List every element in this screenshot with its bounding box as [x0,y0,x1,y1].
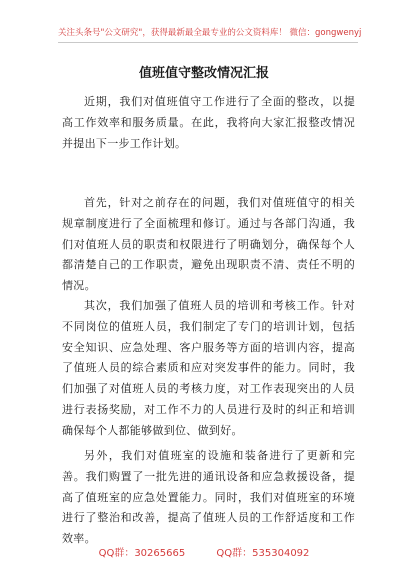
paragraph-3: 其次，我们加强了值班人员的培训和考核工作。针对不同岗位的值班人员，我们制定了专门的培训计划，包括安全知识、应急处理、客户服务等方面的培训内容，提高了值班人员的综合素质和应对突发事件的能力。同时，我们加强了对值班人员的考核力度，对工作表现突出的人员进行表扬奖励，对工作不力的人员进行及时的纠正和培训确保每个人都能够做到位、做到好。 [62,299,355,437]
footer [0,544,408,559]
footer-qq-group-1: QQ群：30265665 [98,548,186,559]
header-banner: 关注头条号"公文研究"，获得最新最全最专业的公文资料库！ 微信：gongwenyj [58,28,362,38]
header-divider [58,42,358,43]
document-title: 值班值守整改情况汇报 [138,66,269,81]
footer-qq-group-2: QQ群：535304092 [216,548,310,559]
paragraph-1: 近期，我们对值班值守工作进行了全面的整改，以提高工作效率和服务质量。在此，我将向大家汇报整改情况并提出下一步工作计划。 [62,95,355,150]
paragraph-2: 首先，针对之前存在的问题，我们对值班值守的相关规章制度进行了全面梳理和修订。通过与各部门沟通，我们对值班人员的职责和权限进行了明确划分，确保每个人都清楚自己的工作职责，避免出现职责不清、责任不明的情况。 [62,196,355,293]
paragraph-4: 另外，我们对值班室的设施和装备进行了更新和完善。我们购置了一批先进的通讯设备和应急救援设备，提高了值班室的应急处置能力。同时，我们对值班室的环境进行了整治和改善，提高了值班人员的工作舒适度和工作效率。 [62,449,355,546]
